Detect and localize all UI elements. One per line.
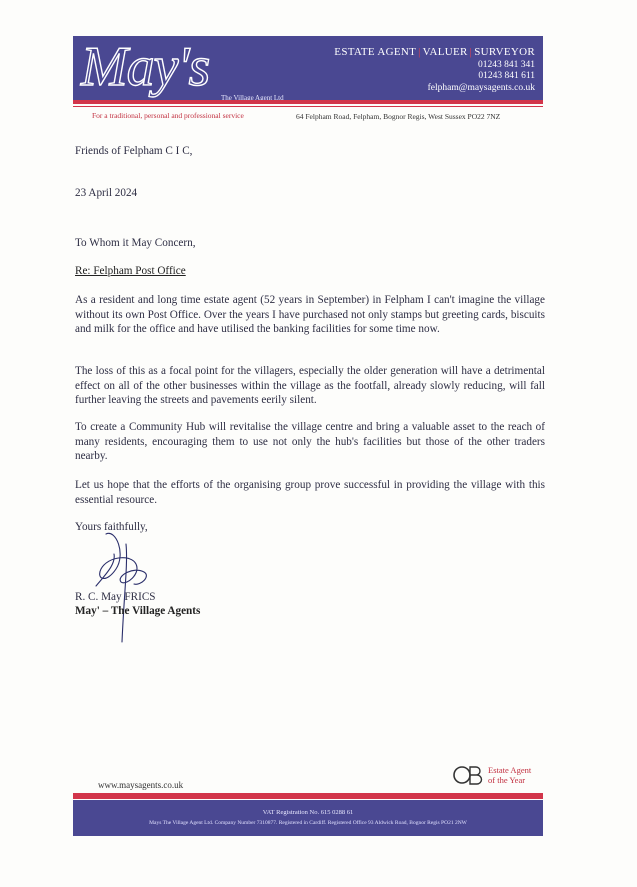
phone-1: 01243 841 341 <box>478 60 535 70</box>
company-registration: Mays The Village Agent Ltd. Company Number 7310877. Registered in Cardiff. Registered Office 93 Aldwick Road, Bognor Regis PO21 2NW <box>149 820 467 826</box>
header-red-line <box>73 106 543 107</box>
paragraph: The loss of this as a focal point for the villagers, especially the older generation will have a detrimental effect on all of the other businesses within the village as the footfall, already slowly reducing, will fall further leaving the streets and pavements eerily silent. <box>75 365 545 407</box>
letterhead-banner <box>73 36 543 100</box>
closing: Yours faithfully, <box>75 521 148 533</box>
email-address: felpham@maysagents.co.uk <box>427 83 535 93</box>
vat-registration: VAT Registration No. 615 0288 61 <box>262 809 354 816</box>
paragraph: As a resident and long time estate agent (52 years in September) in Felpham I can't imagine the village without its own Post Office. Over the years I have purchased not only stamps but greeting cards, biscuits and milk for the office and have utilised the banking facilities for some time now. <box>75 294 545 336</box>
salutation: To Whom it May Concern, <box>75 237 196 249</box>
services-line <box>334 46 535 58</box>
award-text <box>488 765 531 785</box>
phone-numbers <box>478 60 535 82</box>
award-logo-icon <box>452 764 484 786</box>
subject-line: Re: Felpham Post Office <box>75 265 186 277</box>
phone-2: 01243 841 611 <box>478 71 535 81</box>
award-line: of the Year <box>488 775 526 785</box>
tagline: For a traditional, personal and professional service <box>92 111 244 120</box>
separator: | <box>469 46 473 58</box>
service-valuer: VALUER <box>422 46 468 58</box>
paragraph: Let us hope that the efforts of the organising group prove successful in providing the village with this essential resource. <box>75 479 545 506</box>
separator: | <box>418 46 421 58</box>
service-estate-agent: ESTATE AGENT <box>334 46 417 58</box>
footer-red-stripe <box>73 793 543 799</box>
signer-name: R. C. May FRICS <box>75 591 156 603</box>
letter-date: 23 April 2024 <box>75 187 138 199</box>
signer-firm: May' – The Village Agents <box>75 605 201 617</box>
website-link[interactable]: www.maysagents.co.uk <box>98 780 184 790</box>
header-red-stripe <box>73 100 543 104</box>
service-surveyor: SURVEYOR <box>474 46 535 58</box>
award-line: Estate Agent <box>488 765 532 775</box>
handwritten-signature <box>86 524 166 644</box>
footer-banner <box>73 800 543 836</box>
paragraph: To create a Community Hub will revitalise the village centre and bring a valuable asset to the reach of many residents, encouraging them to use not only the hub's facilities but those of the other traders nearby. <box>75 421 545 463</box>
office-address: 64 Felpham Road, Felpham, Bognor Regis, West Sussex PO22 7NZ <box>296 112 501 121</box>
recipient: Friends of Felpham C I C, <box>75 145 193 157</box>
logo-subtitle: The Village Agent Ltd <box>221 94 284 100</box>
company-logo: May's <box>81 36 210 98</box>
